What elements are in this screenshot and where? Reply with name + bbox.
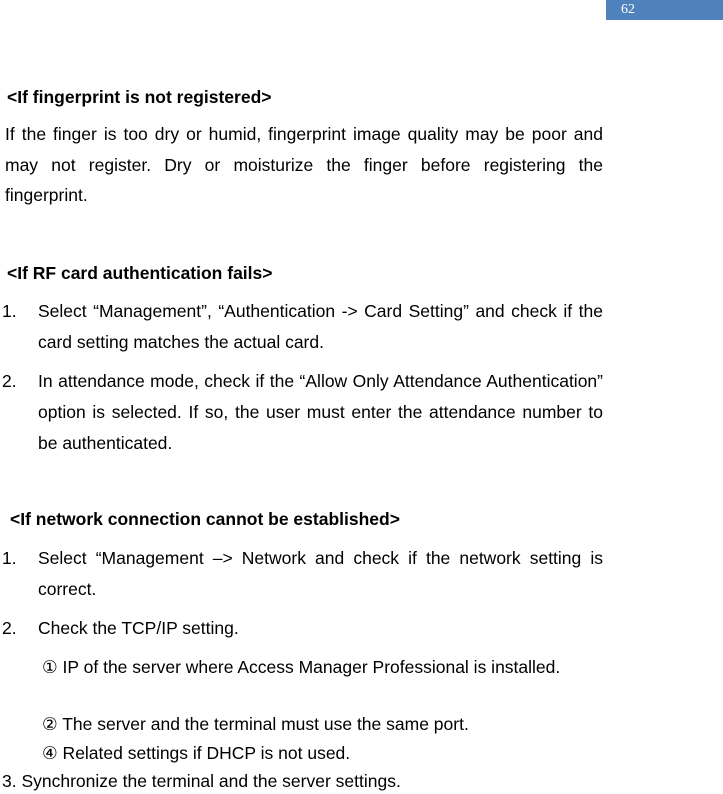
page-number-tab [606,0,723,20]
network-heading: <If network connection cannot be established> [10,509,400,529]
network-list-item-2 [0,613,603,644]
fingerprint-paragraph: If the finger is too dry or humid, fingerprint image quality may be poor and may not register. Dry or moisturize the finger before registering the fingerprint. [5,124,603,205]
list-text: Check the TCP/IP setting. [38,618,239,638]
list-number: 2. [2,618,17,638]
rf-list-item-2 [0,366,603,459]
list-text: Select “Management”, “Authentication -> Card Setting” and check if the card setting matches the actual card. [38,301,603,352]
rf-heading: <If RF card authentication fails> [7,263,273,283]
network-list-item-3: 3. Synchronize the terminal and the server settings. [2,771,401,791]
network-subitem-1: ① IP of the server where Access Manager Professional is installed. [42,657,561,677]
network-list-item-1 [0,543,603,605]
rf-list-item-1 [0,296,603,358]
network-subitem-3: ④ Related settings if DHCP is not used. [42,743,351,763]
page-number: 62 [621,2,635,17]
list-number: 1. [2,301,17,321]
list-number: 2. [2,371,17,391]
list-text: Select “Management –> Network and check if the network setting is correct. [38,548,603,599]
fingerprint-heading: <If fingerprint is not registered> [7,87,272,107]
list-number: 1. [2,548,17,568]
list-text: In attendance mode, check if the “Allow Only Attendance Authentication” option is selected. If so, the user must enter the attendance number to be authenticated. [38,371,603,453]
network-subitem-2: ② The server and the terminal must use the same port. [42,714,469,734]
